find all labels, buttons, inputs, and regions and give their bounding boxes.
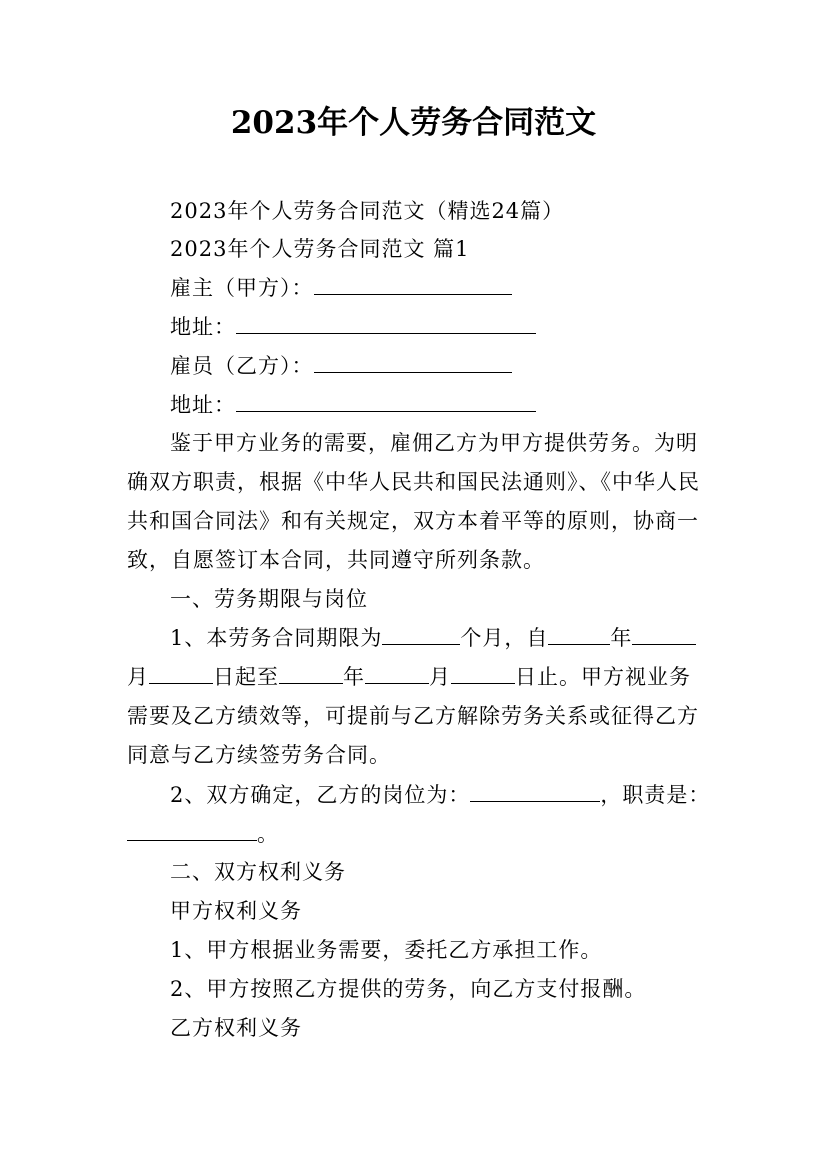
- employer-address-blank[interactable]: [236, 313, 536, 334]
- clause2-text-3: 。: [257, 822, 279, 846]
- employer-line: [170, 273, 750, 303]
- position-blank[interactable]: [470, 781, 600, 802]
- party-a-item-2: 2、甲方按照乙方提供的劳务，向乙方支付报酬。: [170, 977, 647, 1001]
- employer-label: 雇主（甲方）：: [170, 276, 314, 300]
- clause1-text-8: 日止。甲方视业务: [515, 665, 691, 689]
- clause1-line-3: 需要及乙方绩效等，可提前与乙方解除劳务关系或征得乙方: [127, 704, 699, 728]
- start-day-blank[interactable]: [149, 663, 213, 684]
- clause1-text-3: 年: [610, 626, 633, 650]
- party-a-item-1: 1、甲方根据业务需要，委托乙方承担工作。: [170, 938, 603, 962]
- start-year-blank[interactable]: [548, 624, 610, 645]
- end-month-blank[interactable]: [365, 663, 429, 684]
- end-year-blank[interactable]: [279, 663, 343, 684]
- section1-title: 一、劳务期限与岗位: [170, 587, 368, 611]
- section-heading: 2023年个人劳务合同范文 篇1: [170, 237, 470, 261]
- document-title: 2023年个人劳务合同范文: [230, 105, 597, 141]
- clause1-line-2: [127, 662, 707, 692]
- preamble-line-1: 鉴于甲方业务的需要，雇佣乙方为甲方提供劳务。为明: [170, 431, 698, 455]
- clause1-text-2: 个月，自: [460, 626, 549, 650]
- clause1-line-1: [170, 623, 750, 653]
- clause2-text-1: 2、双方确定，乙方的岗位为：: [170, 783, 471, 807]
- employer-address-label: 地址：: [170, 315, 236, 339]
- preamble-line-4: 致，自愿签订本合同，共同遵守所列条款。: [127, 548, 545, 572]
- clause1-line-4: 同意与乙方续签劳务合同。: [127, 743, 391, 767]
- clause2-text-2: ，职责是：: [600, 783, 711, 807]
- employee-label: 雇员（乙方）：: [170, 354, 314, 378]
- clause1-text-5: 日起至: [213, 665, 279, 689]
- employee-address-blank[interactable]: [236, 391, 536, 412]
- duties-blank[interactable]: [127, 820, 257, 841]
- employee-address-line: [170, 390, 750, 420]
- end-day-blank[interactable]: [451, 663, 515, 684]
- clause2-line-1: [170, 780, 750, 810]
- party-b-title: 乙方权利义务: [170, 1016, 302, 1040]
- employee-address-label: 地址：: [170, 393, 236, 417]
- start-month-blank[interactable]: [632, 624, 696, 645]
- employer-blank[interactable]: [314, 274, 512, 295]
- employee-blank[interactable]: [314, 352, 512, 373]
- preamble-line-3: 共和国合同法》和有关规定，双方本着平等的原则，协商一: [127, 509, 699, 533]
- document-subtitle: 2023年个人劳务合同范文（精选24篇）: [170, 199, 565, 223]
- employee-line: [170, 351, 750, 381]
- preamble-line-2: 确双方职责，根据《中华人民共和国民法通则》、《中华人民: [127, 470, 700, 494]
- section2-title: 二、双方权利义务: [170, 860, 346, 884]
- clause2-line-2: [127, 819, 707, 849]
- clause1-text-4: 月: [127, 665, 149, 689]
- clause1-text-6: 年: [343, 665, 365, 689]
- party-a-title: 甲方权利义务: [170, 899, 302, 923]
- term-months-blank[interactable]: [382, 624, 460, 645]
- employer-address-line: [170, 312, 750, 342]
- clause1-text-1: 1、本劳务合同期限为: [170, 626, 383, 650]
- clause1-text-7: 月: [429, 665, 451, 689]
